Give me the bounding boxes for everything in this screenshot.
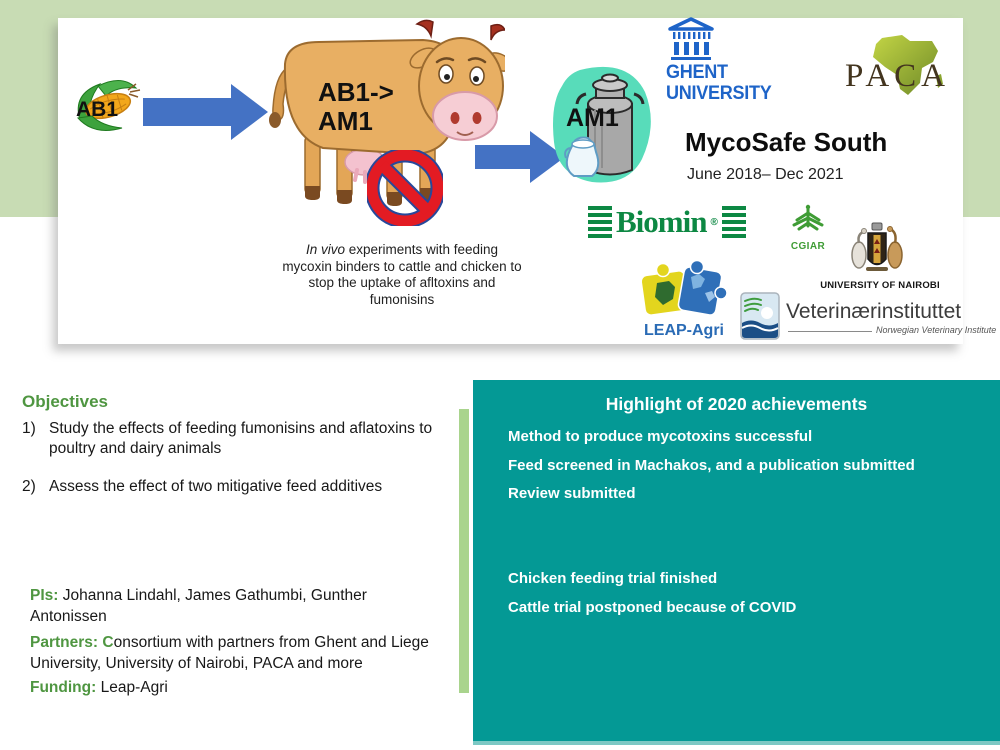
highlight-item: Feed screened in Machakos, and a publication submitted xyxy=(508,457,915,474)
project-dates: June 2018– Dec 2021 xyxy=(687,166,844,183)
project-title: MycoSafe South xyxy=(685,127,888,157)
pis-text: Johanna Lindahl, James Gathumbi, Gunther Antonissen xyxy=(30,587,367,625)
objective-text: Study the effects of feeding fumonisins and aflatoxins to poultry and dairy animals xyxy=(49,420,433,457)
highlight-item: Cattle trial postponed because of COVID xyxy=(508,599,797,616)
ghent-university-icon xyxy=(668,17,714,61)
cgiar-plant-icon xyxy=(790,204,826,236)
highlights-title: Highlight of 2020 achievements xyxy=(605,394,868,414)
cgiar-wordmark: CGIAR xyxy=(790,241,826,252)
pis-line xyxy=(30,585,418,627)
leap-agri-puzzle-icon xyxy=(635,257,727,321)
highlights-panel xyxy=(473,380,1000,745)
partners-lead: C xyxy=(102,634,114,651)
caption-rest: experiments with feeding mycoxin binders to cattle and chicken to stop the uptake of afltoxins and fumonisins xyxy=(282,242,522,307)
highlight-item: Chicken feeding trial finished xyxy=(508,570,718,587)
objective-number: 2) xyxy=(22,478,36,495)
caption-invivo: In vivo xyxy=(305,242,345,257)
cow-label-line2: AM1 xyxy=(318,106,373,136)
no-entry-icon xyxy=(367,150,443,226)
funding-line xyxy=(30,677,436,698)
university-of-nairobi-crest-icon xyxy=(848,221,906,278)
highlight-item: Method to produce mycotoxins successful xyxy=(508,428,813,445)
veterinary-institute-icon xyxy=(740,292,780,340)
highlight-item: Review submitted xyxy=(508,485,636,502)
partners-text: onsortium with partners from Ghent and Liege University, University of Nairobi, PACA and more xyxy=(30,634,429,672)
paca-wordmark: PACA xyxy=(845,58,950,94)
objective-item xyxy=(22,477,472,497)
ab1-label: AB1 xyxy=(76,98,119,121)
am1-label: AM1 xyxy=(566,104,619,132)
objective-item xyxy=(22,419,472,458)
biomin-bars-left-icon xyxy=(588,206,612,238)
veterinary-institute-wordmark: Veterinærinstituttet xyxy=(786,300,962,323)
funding-text: Leap-Agri xyxy=(96,679,168,696)
cgiar-logo xyxy=(786,204,830,252)
funding-label: Funding: xyxy=(30,679,97,696)
objective-number: 1) xyxy=(22,420,36,437)
veterinary-institute-subtitle: Norwegian Veterinary Institute xyxy=(876,325,997,335)
ghent-line2: UNIVERSITY xyxy=(666,83,772,104)
objectives-heading: Objectives xyxy=(22,392,108,411)
objective-text: Assess the effect of two mitigative feed additives xyxy=(49,478,383,495)
biomin-logo xyxy=(588,206,746,238)
leap-agri-wordmark: LEAP-Agri xyxy=(644,322,724,339)
biomin-wordmark: Biomin xyxy=(616,204,707,239)
cow-transformation-label xyxy=(318,78,394,136)
partners-line xyxy=(30,632,436,674)
cow-label-line1: AB1-> xyxy=(318,77,394,107)
partners-label: Partners: xyxy=(30,634,103,651)
university-of-nairobi-wordmark: UNIVERSITY OF NAIROBI xyxy=(820,280,940,291)
pis-label: PIs: xyxy=(30,587,59,604)
registered-mark: ® xyxy=(710,216,718,228)
divider xyxy=(788,331,872,332)
ghent-university-wordmark xyxy=(666,62,771,104)
biomin-bars-right-icon xyxy=(722,206,746,238)
diagram-caption xyxy=(281,242,523,308)
arrow-right-icon xyxy=(143,84,268,140)
green-accent-bar xyxy=(459,409,469,693)
ghent-line1: GHENT xyxy=(666,62,728,83)
